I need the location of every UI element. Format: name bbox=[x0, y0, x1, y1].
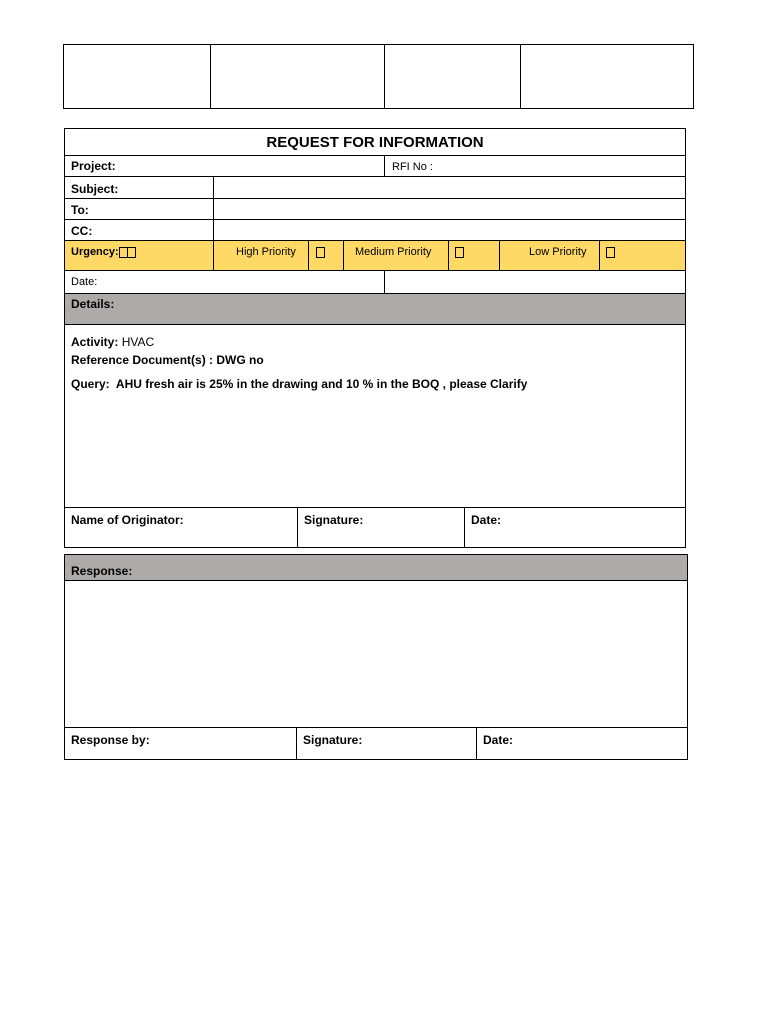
response-label: Response: bbox=[71, 564, 133, 578]
response-by-label: Response by: bbox=[71, 733, 150, 747]
to-row bbox=[65, 198, 685, 219]
rfi-no-label: RFI No : bbox=[392, 161, 433, 173]
header-divider-3 bbox=[520, 45, 521, 108]
response-signature-label: Signature: bbox=[303, 733, 363, 747]
date-divider bbox=[384, 271, 385, 293]
response-date-label: Date: bbox=[483, 733, 514, 747]
response-form bbox=[64, 554, 688, 760]
high-priority-label: High Priority bbox=[236, 246, 296, 258]
to-label: To: bbox=[71, 203, 89, 217]
originator-divider-1 bbox=[297, 508, 298, 548]
reference-document: Reference Document(s) : DWG no bbox=[71, 353, 264, 367]
date-label: Date: bbox=[71, 276, 98, 288]
to-divider bbox=[213, 199, 214, 219]
cc-label: CC: bbox=[71, 224, 93, 238]
project-divider bbox=[384, 156, 385, 176]
response-by-row bbox=[65, 727, 687, 759]
details-label: Details: bbox=[71, 297, 115, 311]
urgency-divider-5 bbox=[499, 241, 500, 270]
originator-label: Name of Originator: bbox=[71, 513, 184, 527]
project-label: Project: bbox=[71, 159, 116, 173]
activity-value: HVAC bbox=[121, 335, 155, 349]
response-divider-2 bbox=[476, 728, 477, 760]
originator-divider-2 bbox=[464, 508, 465, 548]
medium-priority-checkbox-icon[interactable] bbox=[455, 247, 464, 258]
query-line bbox=[71, 377, 527, 391]
originator-date-label: Date: bbox=[471, 513, 502, 527]
urgency-divider-1 bbox=[213, 241, 214, 270]
medium-priority-label: Medium Priority bbox=[355, 246, 432, 258]
details-body bbox=[65, 324, 685, 507]
activity-line bbox=[71, 335, 154, 349]
project-row bbox=[65, 155, 685, 176]
urgency-checkbox-icon-2 bbox=[127, 247, 136, 258]
details-header bbox=[65, 293, 685, 324]
urgency-row bbox=[65, 240, 685, 270]
header-divider-2 bbox=[384, 45, 385, 108]
high-priority-checkbox-icon[interactable] bbox=[316, 247, 325, 258]
subject-row bbox=[65, 176, 685, 198]
cc-divider bbox=[213, 220, 214, 240]
query-text: AHU fresh air is 25% in the drawing and 10 % in the BOQ , please Clarify bbox=[115, 377, 528, 391]
cc-row bbox=[65, 219, 685, 240]
originator-row bbox=[65, 507, 685, 547]
form-title: REQUEST FOR INFORMATION bbox=[266, 134, 484, 151]
date-row bbox=[65, 270, 685, 293]
urgency-divider-2 bbox=[308, 241, 309, 270]
subject-label: Subject: bbox=[71, 182, 119, 196]
originator-signature-label: Signature: bbox=[304, 513, 364, 527]
response-body bbox=[65, 580, 687, 727]
response-divider-1 bbox=[296, 728, 297, 760]
urgency-divider-3 bbox=[343, 241, 344, 270]
header-divider-1 bbox=[210, 45, 211, 108]
urgency-label: Urgency: bbox=[71, 246, 119, 258]
response-header bbox=[65, 555, 687, 580]
subject-divider bbox=[213, 177, 214, 198]
activity-label: Activity: bbox=[71, 335, 119, 349]
urgency-divider-6 bbox=[599, 241, 600, 270]
low-priority-label: Low Priority bbox=[529, 246, 587, 258]
query-label: Query: bbox=[71, 377, 110, 391]
urgency-divider-4 bbox=[448, 241, 449, 270]
header-logo-box bbox=[63, 44, 694, 109]
rfi-form bbox=[64, 128, 686, 548]
low-priority-checkbox-icon[interactable] bbox=[606, 247, 615, 258]
